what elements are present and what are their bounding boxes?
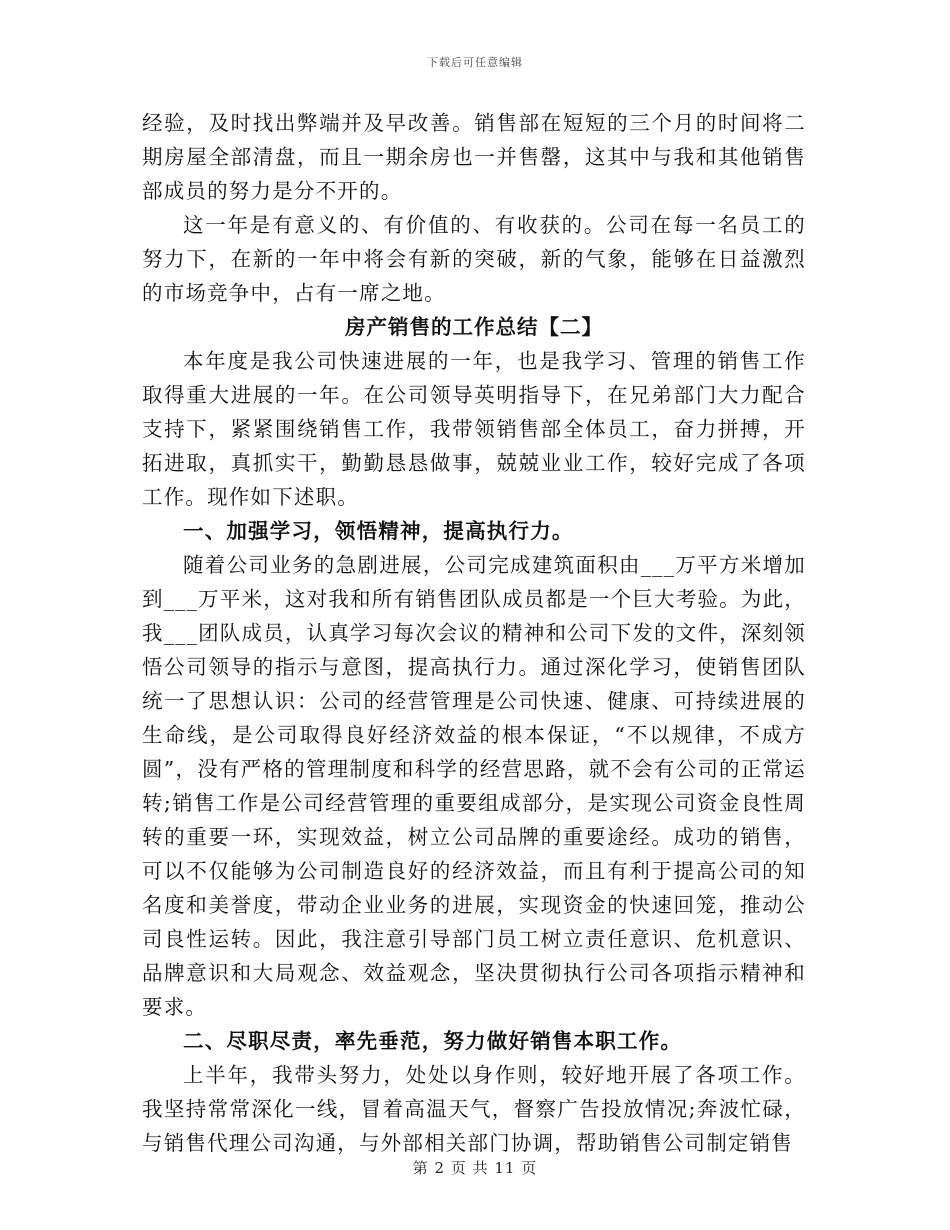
section-heading-1: 一、加强学习，领悟精神，提高执行力。 (183, 519, 574, 543)
page-footer-number: 第 2 页 共 11 页 (412, 1159, 538, 1177)
paragraph-duties: 上半年，我带头努力，处处以身作则，较好地开展了各项工作。我坚持常常深化一线，冒着高温天气，督察广告投放情况;奔波忙碌，与销售代理公司沟通，与外部相关部门协调，帮助销售公司制定销售 (142, 1063, 806, 1155)
page-header-note: 下载后可任意编辑 (427, 56, 523, 69)
paragraph-continuation: 经验，及时找出弊端并及早改善。销售部在短短的三个月的时间将二期房屋全部清盘，而且一期余房也一并售罄，这其中与我和其他销售部成员的努力是分不开的。 (142, 111, 806, 203)
document-body (142, 106, 806, 1160)
section-title: 房产销售的工作总结【二】 (345, 315, 603, 339)
paragraph-summary: 这一年是有意义的、有价值的、有收获的。公司在每一名员工的努力下，在新的一年中将会有新的突破，新的气象，能够在日益激烈的市场竞争中，占有一席之地。 (142, 213, 806, 305)
paragraph-intro: 本年度是我公司快速进展的一年，也是我学习、管理的销售工作取得重大进展的一年。在公司领导英明指导下，在兄弟部门大力配合支持下，紧紧围绕销售工作，我带领销售部全体员工，奋力拼搏，开拓进取，真抓实干，勤勤恳恳做事，兢兢业业工作，较好完成了各项工作。现作如下述职。 (142, 349, 806, 509)
section-heading-2: 二、尽职尽责，率先垂范，努力做好销售本职工作。 (183, 1029, 683, 1053)
paragraph-study: 随着公司业务的急剧进展，公司完成建筑面积由___万平方米增加到___万平米，这对我和所有销售团队成员都是一个巨大考验。为此，我___团队成员，认真学习每次会议的精神和公司下发的文件，深刻领悟公司领导的指示与意图，提高执行力。通过深化学习，使销售团队统一了思想认识：公司的经营管理是公司快速、健康、可持续进展的生命线，是公司取得良好经济效益的根本保证，“不以规律，不成方圆”，没有严格的管理制度和科学的经营思路，就不会有公司的正常运转;销售工作是公司经营管理的重要组成部分，是实现公司资金良性周转的重要一环，实现效益，树立公司品牌的重要途经。成功的销售，可以不仅能够为公司制造良好的经济效益，而且有利于提高公司的知名度和美誉度，带动企业业务的进展，实现资金的快速回笼，推动公司良性运转。因此，我注意引导部门员工树立责任意识、危机意识、品牌意识和大局观念、效益观念，坚决贯彻执行公司各项指示精神和要求。 (142, 553, 806, 1019)
